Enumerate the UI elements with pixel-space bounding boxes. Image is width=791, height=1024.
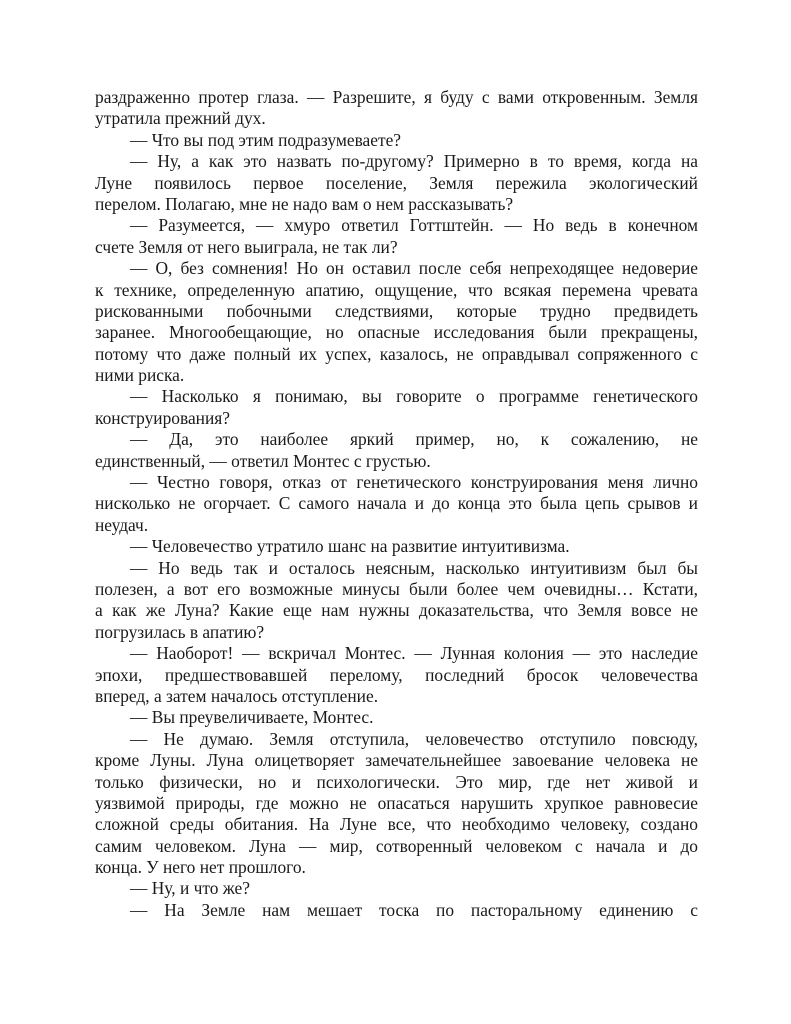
- text-line: — О, без сомнения! Но он оставил после себя непреходящее недоверие: [130, 258, 698, 279]
- text-line: эпохи, предшествовавшей перелому, последний бросок человечества: [95, 664, 698, 685]
- text-line: — Да, это наиболее яркий пример, но, к сожалению, не: [130, 429, 698, 450]
- text-line: счете Земля от него выиграла, не так ли?: [95, 236, 398, 257]
- text-line: — На Земле нам мешает тоска по пасторальному единению с: [130, 899, 698, 920]
- text-line: кроме Луны. Луна олицетворяет замечательнейшее завоевание человека не: [95, 750, 698, 771]
- text-line: перелом. Полагаю, мне не надо вам о нем рассказывать?: [95, 193, 514, 214]
- text-line: раздраженно протер глаза. — Разрешите, я буду с вами откровенным. Земля: [95, 87, 698, 107]
- text-line: — Насколько я понимаю, вы говорите о программе генетического: [130, 386, 698, 407]
- text-line: неудач.: [95, 514, 149, 535]
- text-line: вперед, а затем началось отступление.: [95, 685, 379, 706]
- text-line: нисколько не огорчает. С самого начала и до конца это была цепь срывов и: [95, 493, 698, 514]
- text-line: — Не думаю. Земля отступила, человечество отступило повсюду,: [130, 728, 698, 749]
- text-line: — Человечество утратило шанс на развитие интуитивизма.: [130, 536, 570, 557]
- text-line: — Ну, а как это назвать по-другому? Примерно в то время, когда на: [130, 151, 698, 172]
- text-line: заранее. Многообещающие, но опасные исследования были прекращены,: [95, 322, 698, 343]
- text-line: — Что вы под этим подразумеваете?: [130, 129, 402, 150]
- text-line: рискованными побочными следствиями, которые трудно предвидеть: [95, 300, 698, 321]
- text-line: — Но ведь так и осталось неясным, насколько интуитивизм был бы: [130, 557, 698, 578]
- text-line: — Ну, и что же?: [130, 878, 250, 899]
- text-line: конца. У него нет прошлого.: [95, 857, 306, 878]
- text-line: ними риска.: [95, 365, 185, 386]
- text-line: — Наоборот! — вскричал Монтес. — Лунная колония — это наследие: [130, 643, 698, 664]
- text-line: Луне появилось первое поселение, Земля пережила экологический: [95, 172, 698, 193]
- text-line: единственный, — ответил Монтес с грустью.: [95, 450, 431, 471]
- text-line: конструирования?: [95, 407, 230, 428]
- text-line: уязвимой природы, где можно не опасаться нарушить хрупкое равновесие: [95, 792, 698, 813]
- text-line: — Честно говоря, отказ от генетического конструирования меня лично: [130, 472, 698, 493]
- text-line: полезен, а вот его возможные минусы были более чем очевидны… Кстати,: [95, 578, 698, 599]
- text-line: погрузилась в апатию?: [95, 621, 265, 642]
- text-line: а как же Луна? Какие еще нам нужны доказательства, что Земля вовсе не: [95, 600, 698, 621]
- text-line: — Разумеется, — хмуро ответил Готтштейн. — Но ведь в конечном: [130, 215, 698, 236]
- text-line: самим человеком. Луна — мир, сотворенный человеком с начала и до: [95, 835, 698, 856]
- text-line: утратила прежний дух.: [95, 108, 266, 129]
- document-page: [95, 87, 698, 921]
- text-line: потому что даже полный их успех, казалось, не оправдывал сопряженного с: [95, 343, 698, 364]
- text-line: к технике, определенную апатию, ощущение, что всякая перемена чревата: [95, 279, 698, 300]
- text-line: только физически, но и психологически. Это мир, где нет живой и: [95, 771, 698, 792]
- text-line: — Вы преувеличиваете, Монтес.: [130, 707, 374, 728]
- text-line: сложной среды обитания. На Луне все, что необходимо человеку, создано: [95, 814, 698, 835]
